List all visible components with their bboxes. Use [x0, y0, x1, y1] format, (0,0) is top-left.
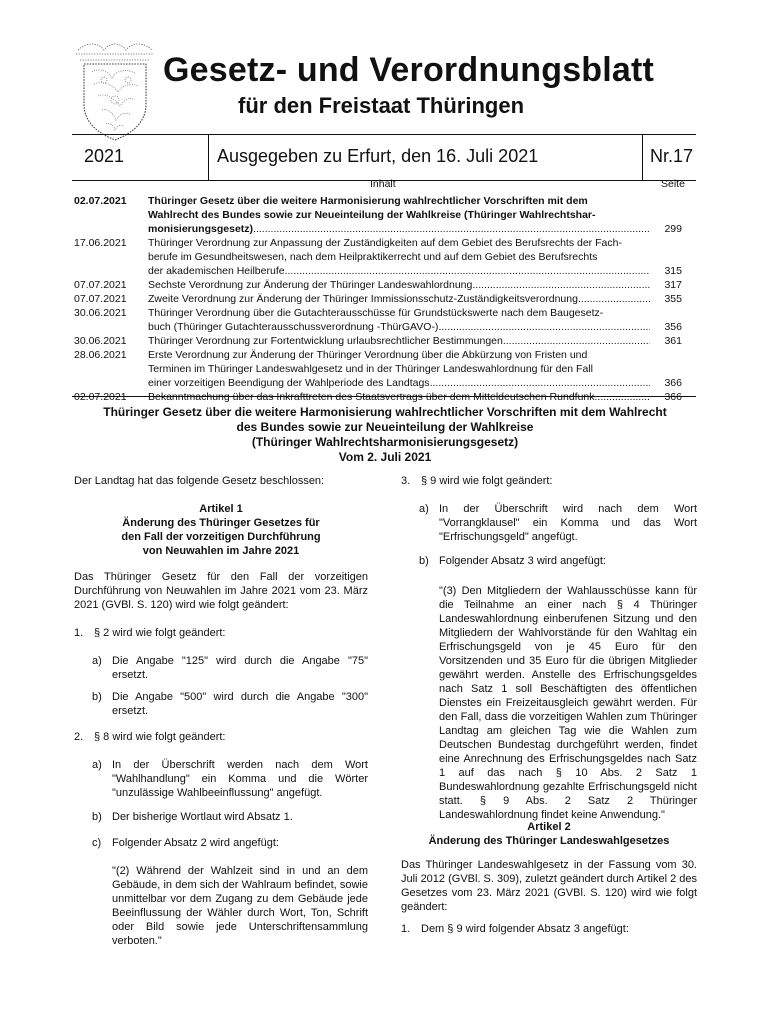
toc-text: [148, 377, 650, 390]
law-title-line: (Thüringer Wahlrechtsharmonisierungsgesetz): [251, 435, 519, 449]
toc-line: [74, 223, 692, 236]
toc-date: 02.07.2021: [74, 391, 127, 403]
list-letter: b): [92, 811, 102, 823]
list-letter: b): [92, 691, 102, 703]
toc-text: Thüringer Gesetz über die weitere Harmonisierung wahlrechtlicher Vorschriften mit dem: [148, 195, 588, 207]
toc-date: 28.06.2021: [74, 349, 127, 361]
toc-date: 02.07.2021: [74, 195, 127, 207]
item-text: Folgender Absatz 2 wird angefügt:: [112, 837, 279, 849]
list-number: 1.: [74, 627, 84, 639]
law-title-line: Thüringer Gesetz über die weitere Harmonisierung wahlrechtlicher Vorschriften mit dem Wahlrecht: [103, 405, 667, 419]
list-letter: a): [92, 655, 102, 667]
item-text: Die Angabe "500" wird durch die Angabe "300" ersetzt.: [112, 691, 368, 717]
article-2-title: Änderung des Thüringer Landeswahlgesetzes: [428, 835, 670, 847]
toc-line: [74, 195, 692, 208]
toc-text: Wahlrecht des Bundes sowie zur Neueinteilung der Wahlkreise (Thüringer Wahlrechtshar-: [148, 209, 596, 221]
toc-text: Thüringer Verordnung zur Anpassung der Zuständigkeiten auf dem Gebiet des Berufsrechts der Fach-: [148, 237, 622, 249]
issue-date: Ausgegeben zu Erfurt, den 16. Juli 2021: [217, 146, 539, 166]
list-letter: c): [92, 837, 102, 849]
item-text: Folgender Absatz 3 wird angefügt:: [439, 555, 606, 567]
article-2-intro: Das Thüringer Landeswahlgesetz in der Fassung vom 30. Juli 2012 (GVBl. S. 309), zuletzt geändert durch Artikel 2 des Gesetzes vom 23. März 2021 (GVBl. S. 120) wird wie folgt geändert:: [401, 859, 697, 913]
toc-date: 30.06.2021: [74, 307, 127, 319]
item-text: § 2 wird wie folgt geändert:: [94, 627, 226, 639]
article-1-title: Änderung des Thüringer Gesetzes für den Fall der vorzeitigen Durchführung von Neuwahlen im Jahre 2021: [121, 517, 321, 557]
toc-text: [148, 265, 650, 278]
list-number: 3.: [401, 475, 411, 487]
item-text: § 8 wird wie folgt geändert:: [94, 731, 226, 743]
toc-line: [74, 307, 692, 320]
toc-date: 07.07.2021: [74, 293, 127, 305]
article-1-intro: Das Thüringer Gesetz für den Fall der vorzeitigen Durchführung von Neuwahlen im Jahre 2021 vom 23. März 2021 (GVBl. S. 120) wird wie folgt geändert:: [74, 571, 368, 611]
toc-page: 356: [664, 321, 682, 333]
quoted-paragraph: "(2) Während der Wahlzeit sind in und an dem Gebäude, in dem sich der Wahlraum befindet, sowie unmittelbar vor dem Zugang zu dem Gebäude jede Beeinflussung der Wähler durch Wort, Ton, Schrift oder Bild sowie jede Unterschriftensammlung verboten.": [112, 865, 368, 947]
toc-text: Erste Verordnung zur Änderung der Thüringer Verordnung über die Abkürzung von Fristen und: [148, 349, 588, 361]
item-text: In der Überschrift wird nach dem Wort "Vorrangklausel" ein Komma und das Wort "Erfrischungsgeld" angefügt.: [439, 503, 697, 543]
issue-year: 2021: [84, 146, 125, 166]
toc-text-label: Zweite Verordnung zur Änderung der Thüringer Immissionsschutz-Zuständigkeitsverordnung: [148, 293, 578, 305]
toc-text-label: Thüringer Verordnung zur Fortentwicklung urlaubsrechtlicher Bestimmungen: [148, 335, 503, 347]
toc-text: [148, 391, 650, 404]
toc-text: berufe im Gesundheitswesen, nach dem Heilpraktikerrecht und auf dem Gebiet des Berufsrechts: [148, 251, 598, 263]
toc-page-heading: Seite: [661, 178, 685, 190]
toc-heading: Inhalt: [370, 178, 396, 190]
toc-line: [74, 335, 692, 348]
toc-text-label: einer vorzeitigen Beendigung der Wahlperiode des Landtags: [148, 377, 430, 389]
law-title-line: des Bundes sowie zur Neueinteilung der Wahlkreise: [236, 420, 534, 434]
toc-text-label: buch (Thüringer Gutachterausschussverordnung -ThürGAVO-): [148, 321, 439, 333]
toc-line: [74, 321, 692, 334]
list-number: 2.: [74, 731, 84, 743]
issue-number: Nr.17: [650, 146, 694, 166]
toc-line: [74, 377, 692, 390]
toc-text: [148, 321, 650, 334]
coat-of-arms-logo: [74, 40, 156, 142]
toc-text-label: monisierungsgesetz): [148, 223, 254, 235]
masthead-subtitle: für den Freistaat Thüringen: [238, 93, 525, 118]
toc-bottom-rule: [72, 396, 696, 397]
toc-line: [74, 251, 692, 264]
toc-text-label: der akademischen Heilberufe: [148, 265, 285, 277]
toc-text: Thüringer Verordnung über die Gutachterausschüsse für Grundstückswerte nach dem Baugesetz-: [148, 307, 604, 319]
toc-text-label: Bekanntmachung über das Inkrafttreten des Staatsvertrags über dem Mitteldeutschen Rundfunk: [148, 391, 595, 403]
list-letter: a): [419, 503, 429, 515]
toc-text: [148, 279, 650, 292]
toc-text: [148, 293, 650, 306]
masthead-title: Gesetz- und Verordnungsblatt: [163, 51, 655, 89]
article-1-label: Artikel 1: [199, 503, 243, 515]
toc-line: [74, 279, 692, 292]
toc-text: [148, 223, 650, 236]
intro-text: Der Landtag hat das folgende Gesetz beschlossen:: [74, 475, 325, 487]
divider: [642, 134, 643, 180]
toc-page: 315: [664, 265, 682, 277]
toc-line: [74, 209, 692, 222]
toc-page: 355: [664, 293, 682, 305]
toc-page: 317: [664, 279, 682, 291]
toc-date: 30.06.2021: [74, 335, 127, 347]
toc-line: [74, 363, 692, 376]
toc-page: 366: [664, 391, 682, 403]
toc-line: [74, 265, 692, 278]
divider: [208, 134, 209, 180]
toc-line: [74, 237, 692, 250]
toc-text: Terminen im Thüringer Landeswahlgesetz und in der Thüringer Landeswahlordnung für den Fall: [148, 363, 593, 375]
toc-page: 366: [664, 377, 682, 389]
item-text: Der bisherige Wortlaut wird Absatz 1.: [112, 811, 293, 823]
toc-line: [74, 349, 692, 362]
toc-line: [74, 293, 692, 306]
item-text: In der Überschrift werden nach dem Wort "Wahlhandlung" ein Komma und die Wörter "unzulässige Wahlbeeinflussung" angefügt.: [112, 759, 368, 799]
list-letter: b): [419, 555, 429, 567]
toc-page: 361: [664, 335, 682, 347]
item-text: § 9 wird wie folgt geändert:: [421, 475, 553, 487]
article-2-label: Artikel 2: [527, 821, 571, 833]
toc-line: [74, 391, 692, 404]
law-heading: [74, 405, 696, 465]
item-text: Die Angabe "125" wird durch die Angabe "75" ersetzt.: [112, 655, 368, 681]
toc-text-label: Sechste Verordnung zur Änderung der Thüringer Landeswahlordnung: [148, 279, 473, 291]
law-date: Vom 2. Juli 2021: [338, 450, 432, 464]
toc-date: 07.07.2021: [74, 279, 127, 291]
item-text: Dem § 9 wird folgender Absatz 3 angefügt:: [421, 923, 629, 935]
list-number: 1.: [401, 923, 411, 935]
toc-page: 299: [664, 223, 682, 235]
list-letter: a): [92, 759, 102, 771]
issue-bar: [72, 134, 696, 180]
toc-text: [148, 335, 650, 348]
quoted-paragraph: "(3) Den Mitgliedern der Wahlausschüsse kann für die Teilnahme an einer nach § 4 Thüringer Landeswahlordnung einberufenen Sitzung und den Mitgliedern der Wahlvorstände für den Wahltag ein Erfrischungsgeld von je 45 Euro für den Vorsitzenden und 35 Euro für die übrigen Mitglieder gewährt werden. Anstelle des Erfrischungsgeldes nach Satz 1 soll Beschäftigten des öffentlichen Dienstes ein Freizeitausgleich gewährt werden. Für den Fall, dass die vorzeitigen Wahlen zum Thüringer Landtag am gleichen Tag wie die Wahlen zum Deutschen Bundestag durchgeführt werden, findet eine Anrechnung des Erfrischungsgeldes nach Satz 1 auf das nach § 10 Abs. 2 Satz 1 Bundeswahlordnung gezahlte Erfrischungsgeld nicht statt. § 9 Abs. 2 Satz 2 Thüringer Landeswahlordnung findet keine Anwendung.": [439, 585, 697, 821]
toc-date: 17.06.2021: [74, 237, 127, 249]
